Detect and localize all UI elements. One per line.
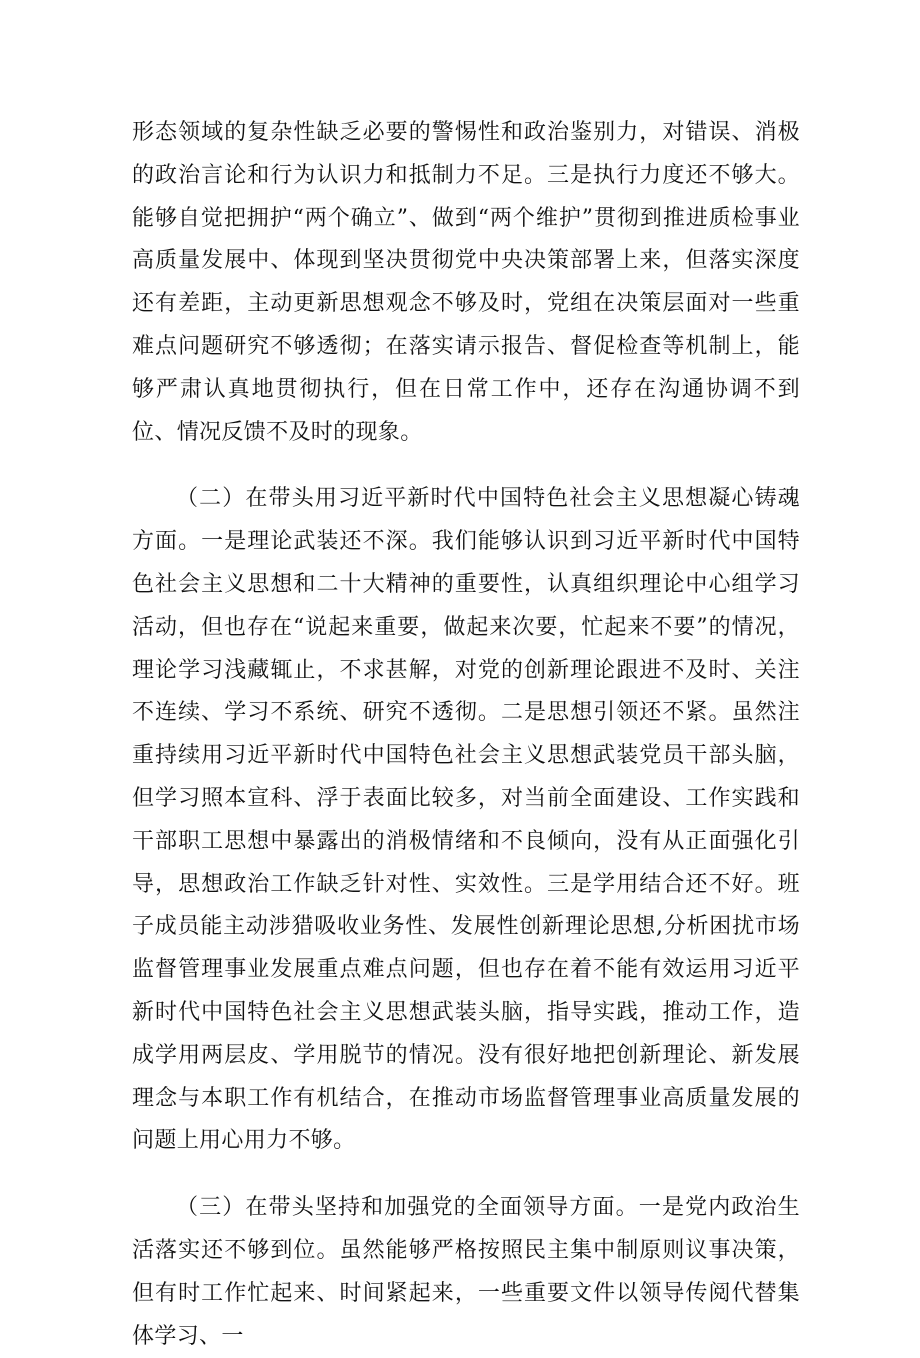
document-body: [132, 112, 800, 1358]
paragraph-section-two: （二）在带头用习近平新时代中国特色社会主义思想凝心铸魂方面。一是理论武装还不深。我们能够认识到习近平新时代中国特色社会主义思想和二十大精神的重要性，认真组织理论中心组学习活动，但也存在“说起来重要，做起来次要，忙起来不要”的情况，理论学习浅藏辄止，不求甚解，对党的创新理论跟进不及时、关注不连续、学习不系统、研究不透彻。二是思想引领还不紧。虽然注重持续用习近平新时代中国特色社会主义思想武装党员干部头脑，但学习照本宣科、浮于表面比较多，对当前全面建设、工作实践和干部职工思想中暴露出的消极情绪和不良倾向，没有从正面强化引导，思想政治工作缺乏针对性、实效性。三是学用结合还不好。班子成员能主动涉猎吸收业务性、发展性创新理论思想,分析困扰市场监督管理事业发展重点难点问题，但也存在着不能有效运用习近平新时代中国特色社会主义思想武装头脑，指导实践，推动工作，造成学用两层皮、学用脱节的情况。没有很好地把创新理论、新发展理念与本职工作有机结合，在推动市场监督管理事业高质量发展的问题上用心用力不够。: [132, 486, 800, 1154]
paragraph-section-three: （三）在带头坚持和加强党的全面领导方面。一是党内政治生活落实还不够到位。虽然能够严格按照民主集中制原则议事决策，但有时工作忙起来、时间紧起来，一些重要文件以领导传阅代替集体学习、一: [132, 1195, 800, 1349]
paragraph-continuation: 形态领域的复杂性缺乏必要的警惕性和政治鉴别力，对错误、消极的政治言论和行为认识力和抵制力不足。三是执行力度还不够大。能够自觉把拥护“两个确立”、做到“两个维护”贯彻到推进质检事业高质量发展中、体现到坚决贯彻党中央决策部署上来，但落实深度还有差距，主动更新思想观念不够及时，党组在决策层面对一些重难点问题研究不够透彻；在落实请示报告、督促检查等机制上，能够严肃认真地贯彻执行，但在日常工作中，还存在沟通协调不到位、情况反馈不及时的现象。: [132, 120, 800, 445]
